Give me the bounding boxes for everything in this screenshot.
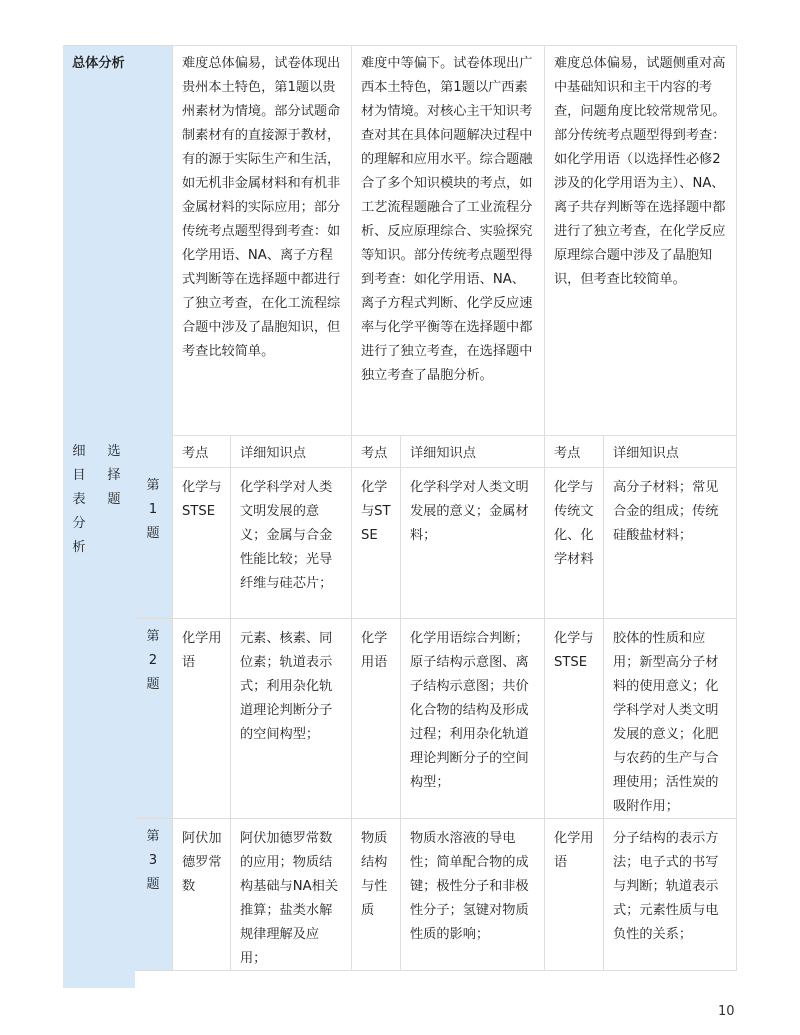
detail-label: 细 目 表 分 析 bbox=[72, 444, 86, 555]
q1-zhishi-2: 化学科学对人类文明发展的意义；金属材料； bbox=[410, 480, 529, 543]
question-3-label: 第 3 题 bbox=[146, 829, 160, 892]
grid-line bbox=[135, 970, 737, 971]
grid-line bbox=[135, 618, 737, 619]
q3-kaodian-1: 阿伏加德罗常数 bbox=[182, 831, 222, 894]
q2-zhishi-3: 胶体的性质和应用；新型高分子材料的使用意义；化学科学对人类文明发展的意义；化肥与农药的生产与合理使用；活性炭的吸附作用； bbox=[613, 631, 719, 814]
header-kaodian-1: 考点 bbox=[182, 446, 209, 461]
overall-label-bg bbox=[63, 45, 172, 435]
overall-guangxi: 难度中等偏下。试卷体现出广西本土特色，第1题以广西素材为情境。对核心主干知识考查对其在具体问题解决过程中的理解和应用水平。综合题融合了多个知识模块的考点，如工艺流程题融合了工业流程分析、反应原理综合、实验探究等知识。部分传统考点题型得到考查：如化学用语、NA、离子方程式判断、化学反应速率与化学平衡等在选择题中都进行了独立考查，在选择题中独立考查了晶胞分析。 bbox=[361, 56, 533, 383]
page-number: 10 bbox=[718, 1004, 735, 1019]
question-2-label: 第 2 题 bbox=[146, 629, 160, 692]
header-zhishi-3: 详细知识点 bbox=[613, 446, 679, 461]
q1-kaodian-1: 化学与STSE bbox=[182, 480, 222, 519]
grid-line bbox=[603, 435, 604, 970]
grid-line bbox=[230, 435, 231, 970]
q2-kaodian-3: 化学与STSE bbox=[554, 631, 594, 670]
q3-zhishi-3: 分子结构的表示方法；电子式的书写与判断；轨道表示式；元素性质与电负性的关系； bbox=[613, 831, 719, 942]
q2-zhishi-2: 化学用语综合判断；原子结构示意图、离子结构示意图；共价化合物的结构及形成过程；利用杂化轨道理论判断分子的空间构型； bbox=[410, 631, 529, 790]
q1-zhishi-1: 化学科学对人类文明发展的意义；金属与合金性能比较；光导纤维与硅芯片； bbox=[240, 480, 333, 591]
grid-line bbox=[351, 45, 352, 970]
overall-label: 总体分析 bbox=[72, 56, 125, 71]
overall-guizhou: 难度总体偏易，试卷体现出贵州本土特色，第1题以贵州素材为情境。部分试题命制素材有的直接源于教材，有的源于实际生产和生活，如无机非金属材料和有机非金属材料的实际应用；部分传统考点题型得到考查：如化学用语、NA、离子方程式判断等在选择题中都进行了独立考查，在化工流程综合题中涉及了晶胞知识，但考查比较简单。 bbox=[182, 56, 341, 359]
q3-kaodian-3: 化学用语 bbox=[554, 831, 594, 870]
q2-kaodian-2: 化学用语 bbox=[361, 631, 388, 670]
grid-line bbox=[63, 45, 737, 46]
question-1-label: 第 1 题 bbox=[146, 478, 160, 541]
q3-zhishi-1: 阿伏加德罗常数的应用；物质结构基础与NA相关推算；盐类水解规律理解及应用； bbox=[240, 831, 339, 966]
q3-kaodian-2: 物质结构与性质 bbox=[361, 831, 388, 918]
grid-line bbox=[172, 435, 737, 436]
grid-line bbox=[544, 45, 545, 970]
q2-zhishi-1: 元素、核素、同位素；轨道表示式；利用杂化轨道理论判断分子的空间构型； bbox=[240, 631, 333, 742]
q1-kaodian-3: 化学与传统文化、化学材料 bbox=[554, 480, 594, 567]
q3-zhishi-2: 物质水溶液的导电性；简单配合物的成键；极性分子和非极性分子；氢键对物质性质的影响； bbox=[410, 831, 529, 942]
q1-kaodian-2: 化学与STSE bbox=[361, 480, 391, 543]
q1-zhishi-3: 高分子材料；常见合金的组成；传统硅酸盐材料； bbox=[613, 480, 719, 543]
header-zhishi-1: 详细知识点 bbox=[240, 446, 306, 461]
header-kaodian-2: 考点 bbox=[361, 446, 388, 461]
grid-line bbox=[172, 45, 173, 970]
overall-third: 难度总体偏易，试题侧重对高中基础知识和主干内容的考查，问题角度比较常规常见。部分传统考点题型得到考查：如化学用语（以选择性必修2涉及的化学用语为主）、NA、离子共存判断等在选择题中都进行了独立考查，在化学反应原理综合题中涉及了晶胞知识，但考查比较简单。 bbox=[554, 56, 726, 287]
q2-kaodian-1: 化学用语 bbox=[182, 631, 222, 670]
header-kaodian-3: 考点 bbox=[554, 446, 581, 461]
choice-label: 选 择 题 bbox=[107, 444, 121, 507]
header-zhishi-2: 详细知识点 bbox=[410, 446, 476, 461]
grid-line bbox=[736, 45, 737, 970]
